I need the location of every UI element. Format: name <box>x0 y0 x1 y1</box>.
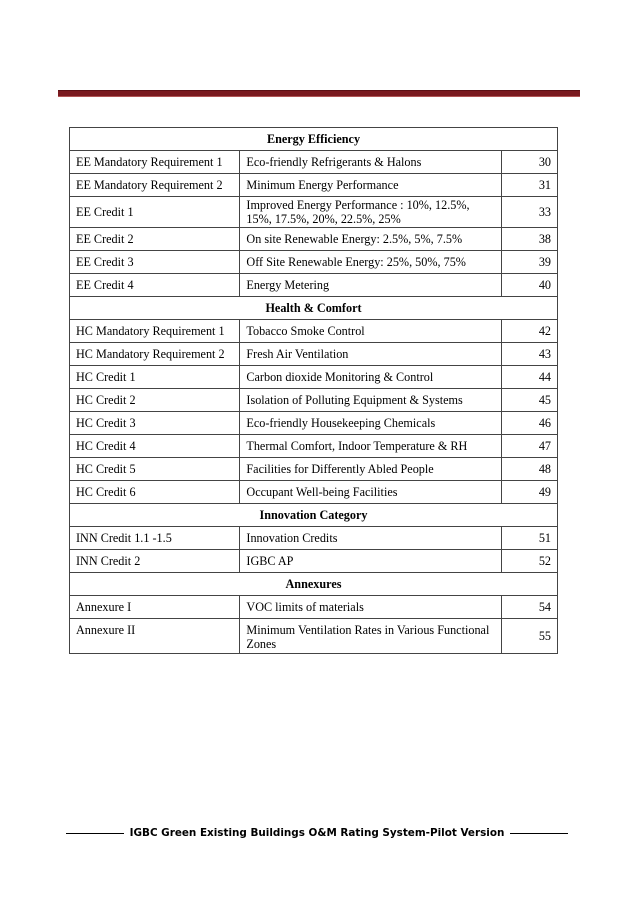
credit-code: EE Credit 4 <box>70 274 240 297</box>
page-number: 45 <box>501 389 557 412</box>
footer-rule-left <box>66 833 124 834</box>
table-row <box>70 619 558 654</box>
table-row <box>70 174 558 197</box>
table-row <box>70 527 558 550</box>
credit-title: Minimum Energy Performance <box>240 174 501 197</box>
page-number: 52 <box>501 550 557 573</box>
credit-code: HC Mandatory Requirement 1 <box>70 320 240 343</box>
section-title: Health & Comfort <box>70 297 558 320</box>
credit-code: HC Credit 2 <box>70 389 240 412</box>
section-header-row <box>70 573 558 596</box>
credit-code: EE Credit 1 <box>70 197 240 228</box>
page-number: 54 <box>501 596 557 619</box>
page-number: 46 <box>501 412 557 435</box>
table-row <box>70 412 558 435</box>
credit-code: HC Credit 6 <box>70 481 240 504</box>
credit-title: Tobacco Smoke Control <box>240 320 501 343</box>
section-title: Energy Efficiency <box>70 128 558 151</box>
header-rule <box>58 91 580 96</box>
credit-title: Minimum Ventilation Rates in Various Functional Zones <box>240 619 501 654</box>
credit-title: Isolation of Polluting Equipment & Systems <box>240 389 501 412</box>
credit-code: EE Mandatory Requirement 1 <box>70 151 240 174</box>
section-header-row <box>70 297 558 320</box>
section-title: Innovation Category <box>70 504 558 527</box>
credit-title: Eco-friendly Refrigerants & Halons <box>240 151 501 174</box>
section-header-row <box>70 504 558 527</box>
page-number: 44 <box>501 366 557 389</box>
credit-code: INN Credit 1.1 -1.5 <box>70 527 240 550</box>
page-footer <box>66 827 568 839</box>
page-number: 40 <box>501 274 557 297</box>
table-row <box>70 458 558 481</box>
credit-title: Innovation Credits <box>240 527 501 550</box>
credit-code: EE Mandatory Requirement 2 <box>70 174 240 197</box>
table-row <box>70 151 558 174</box>
page-number: 31 <box>501 174 557 197</box>
credit-code: HC Credit 5 <box>70 458 240 481</box>
credit-code: Annexure I <box>70 596 240 619</box>
table-row <box>70 596 558 619</box>
table-row <box>70 197 558 228</box>
page-number: 42 <box>501 320 557 343</box>
page-number: 55 <box>501 619 557 654</box>
table-row <box>70 251 558 274</box>
credit-title: On site Renewable Energy: 2.5%, 5%, 7.5% <box>240 228 501 251</box>
credit-code: HC Mandatory Requirement 2 <box>70 343 240 366</box>
contents-table <box>69 127 558 654</box>
credit-title: Occupant Well-being Facilities <box>240 481 501 504</box>
credit-code: HC Credit 3 <box>70 412 240 435</box>
page-number: 38 <box>501 228 557 251</box>
credit-title: Facilities for Differently Abled People <box>240 458 501 481</box>
table-row <box>70 481 558 504</box>
credit-title: Fresh Air Ventilation <box>240 343 501 366</box>
credit-title: Improved Energy Performance : 10%, 12.5%, 15%, 17.5%, 20%, 22.5%, 25% <box>240 197 501 228</box>
table-row <box>70 274 558 297</box>
credit-title: Thermal Comfort, Indoor Temperature & RH <box>240 435 501 458</box>
table-row <box>70 320 558 343</box>
table-row <box>70 343 558 366</box>
table-row <box>70 435 558 458</box>
page-number: 30 <box>501 151 557 174</box>
credit-title: VOC limits of materials <box>240 596 501 619</box>
credit-title: Off Site Renewable Energy: 25%, 50%, 75% <box>240 251 501 274</box>
credit-title: IGBC AP <box>240 550 501 573</box>
credit-code: HC Credit 4 <box>70 435 240 458</box>
footer-rule-right <box>510 833 568 834</box>
credit-code: EE Credit 3 <box>70 251 240 274</box>
credit-code: HC Credit 1 <box>70 366 240 389</box>
table-row <box>70 228 558 251</box>
page-number: 48 <box>501 458 557 481</box>
credit-code: Annexure II <box>70 619 240 654</box>
page-number: 51 <box>501 527 557 550</box>
page-number: 47 <box>501 435 557 458</box>
page-number: 43 <box>501 343 557 366</box>
credit-title: Energy Metering <box>240 274 501 297</box>
credit-code: INN Credit 2 <box>70 550 240 573</box>
table-row <box>70 389 558 412</box>
footer-text: IGBC Green Existing Buildings O&M Rating System-Pilot Version <box>129 827 505 839</box>
credit-title: Eco-friendly Housekeeping Chemicals <box>240 412 501 435</box>
table-row <box>70 550 558 573</box>
credit-code: EE Credit 2 <box>70 228 240 251</box>
page-number: 39 <box>501 251 557 274</box>
credit-title: Carbon dioxide Monitoring & Control <box>240 366 501 389</box>
section-title: Annexures <box>70 573 558 596</box>
page-number: 33 <box>501 197 557 228</box>
page-number: 49 <box>501 481 557 504</box>
section-header-row <box>70 128 558 151</box>
table-row <box>70 366 558 389</box>
